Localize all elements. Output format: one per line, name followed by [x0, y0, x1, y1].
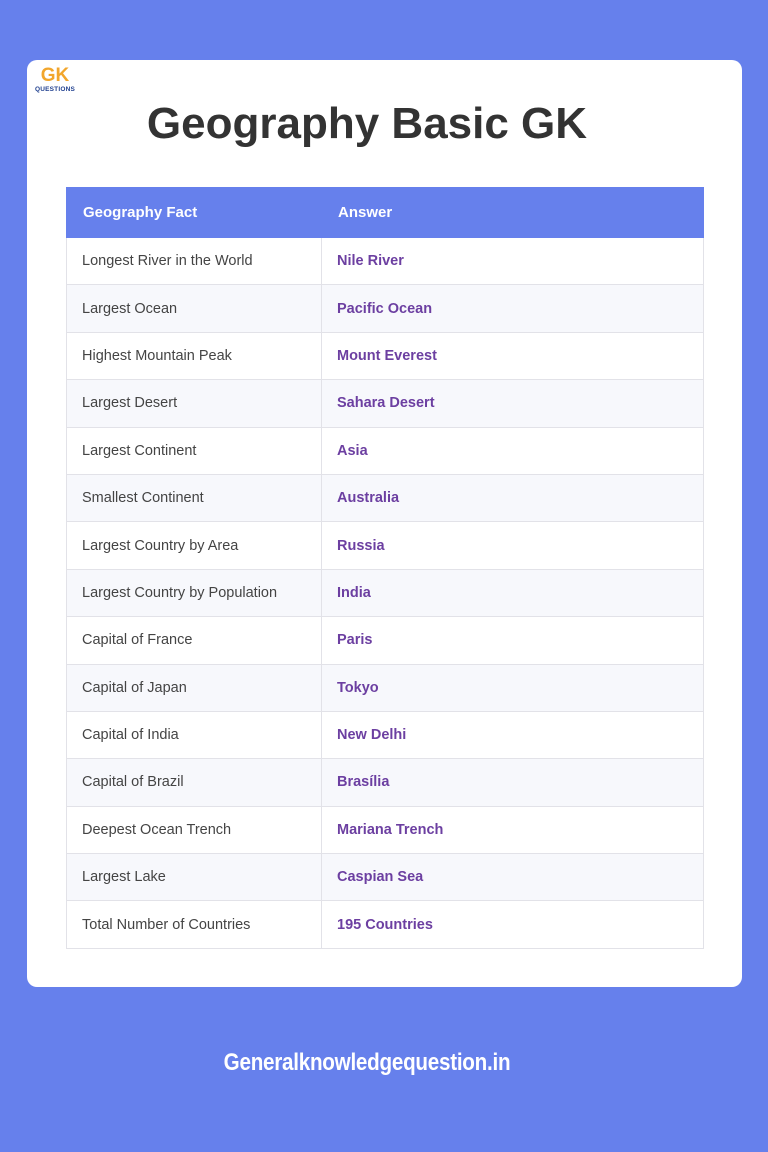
- fact-cell: Longest River in the World: [67, 238, 322, 285]
- table-row: [67, 238, 704, 285]
- fact-cell: Largest Country by Population: [67, 569, 322, 616]
- fact-cell: Largest Desert: [67, 380, 322, 427]
- answer-cell: Nile River: [322, 238, 704, 285]
- answer-cell: India: [322, 569, 704, 616]
- fact-cell: Highest Mountain Peak: [67, 332, 322, 379]
- table-row: [67, 427, 704, 474]
- answer-cell: New Delhi: [322, 711, 704, 758]
- answer-cell: Sahara Desert: [322, 380, 704, 427]
- table-row: [67, 332, 704, 379]
- page-title: Geography Basic GK: [146, 99, 588, 148]
- fact-cell: Capital of Brazil: [67, 759, 322, 806]
- logo-main-text: GK: [40, 65, 70, 86]
- fact-cell: Largest Lake: [67, 854, 322, 901]
- website-footer: Generalknowledgequestion.in: [223, 1049, 511, 1076]
- table-row: [67, 380, 704, 427]
- fact-cell: Largest Ocean: [67, 285, 322, 332]
- answer-cell: Mount Everest: [322, 332, 704, 379]
- table-row: [67, 474, 704, 521]
- fact-cell: Largest Country by Area: [67, 522, 322, 569]
- table-row: [67, 664, 704, 711]
- fact-cell: Deepest Ocean Trench: [67, 806, 322, 853]
- answer-cell: 195 Countries: [322, 901, 704, 948]
- answer-cell: Paris: [322, 617, 704, 664]
- table-row: [67, 854, 704, 901]
- table-header-row: [67, 188, 704, 238]
- fact-cell: Total Number of Countries: [67, 901, 322, 948]
- table-row: [67, 617, 704, 664]
- logo-sub-text: QUESTIONS: [34, 86, 76, 93]
- header-answer: Answer: [322, 188, 704, 238]
- content-card: [27, 60, 742, 987]
- table-row: [67, 569, 704, 616]
- table-row: [67, 285, 704, 332]
- answer-cell: Tokyo: [322, 664, 704, 711]
- header-geography-fact: Geography Fact: [67, 188, 322, 238]
- answer-cell: Russia: [322, 522, 704, 569]
- gk-questions-logo: [31, 66, 79, 94]
- answer-cell: Asia: [322, 427, 704, 474]
- fact-cell: Largest Continent: [67, 427, 322, 474]
- table-row: [67, 711, 704, 758]
- fact-cell: Capital of Japan: [67, 664, 322, 711]
- answer-cell: Australia: [322, 474, 704, 521]
- fact-cell: Capital of India: [67, 711, 322, 758]
- table-row: [67, 759, 704, 806]
- answer-cell: Caspian Sea: [322, 854, 704, 901]
- table-row: [67, 901, 704, 948]
- geography-table: [66, 187, 704, 949]
- answer-cell: Mariana Trench: [322, 806, 704, 853]
- fact-cell: Capital of France: [67, 617, 322, 664]
- table-row: [67, 806, 704, 853]
- fact-cell: Smallest Continent: [67, 474, 322, 521]
- answer-cell: Brasília: [322, 759, 704, 806]
- answer-cell: Pacific Ocean: [322, 285, 704, 332]
- table-row: [67, 522, 704, 569]
